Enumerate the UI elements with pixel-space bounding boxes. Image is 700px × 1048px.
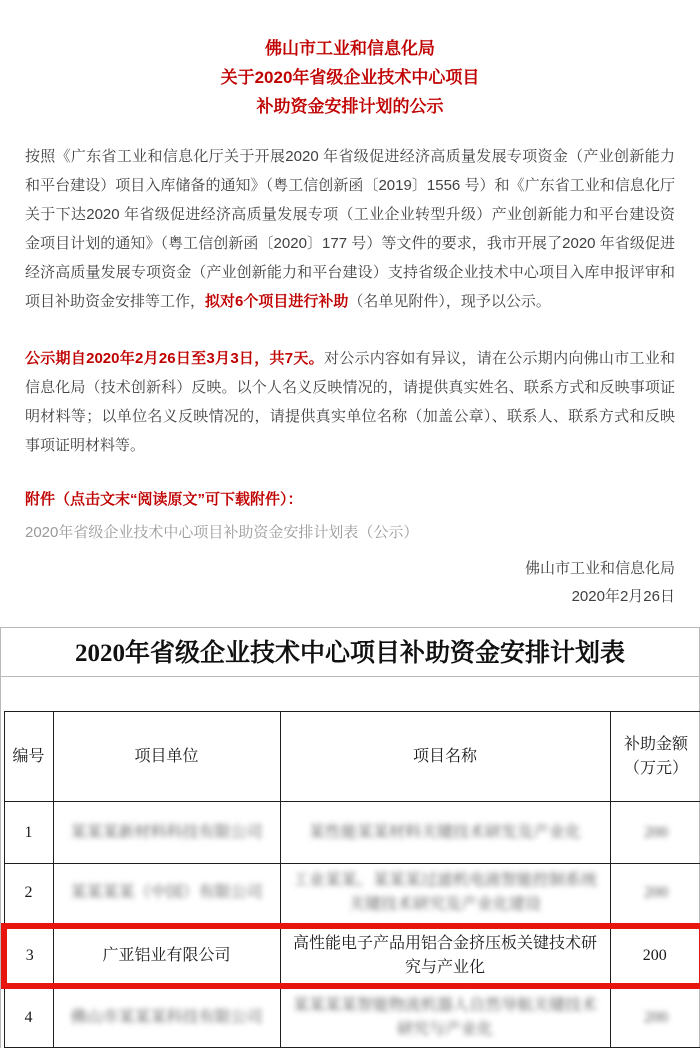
row-project-name-redacted	[280, 986, 610, 1048]
redacted-text: 某某某某智能物流机器人自然导航关键技术研究与产业化	[292, 996, 597, 1038]
row-project-unit-redacted	[53, 802, 280, 864]
table-row	[4, 864, 700, 926]
document-title-line-2: 关于2020年省级企业技术中心项目	[220, 68, 480, 87]
document-title	[25, 34, 675, 121]
paragraph-basis	[25, 142, 675, 316]
redacted-text: 200	[644, 823, 668, 841]
table-header-row	[4, 712, 700, 802]
table-row-highlighted	[4, 926, 700, 986]
row-amount-redacted	[610, 864, 700, 926]
redacted-text: 某某某某（中国）有限公司	[70, 884, 263, 902]
paragraph-basis-text: 按照《广东省工业和信息化厅关于开展2020 年省级促进经济高质量发展专项资金（产业创新能力和平台建设）项目入库储备的通知》（粤工信创新函〔2019〕1556 号）和《广东省工业和信息化厅关于下达2020 年省级促进经济高质量发展专项（工业企业转型升级）产业创新能力和平台建设资金项目计划的通知》（粤工信创新函〔2020〕177 号）等文件的要求，我市开展了2020 年省级促进经济高质量发展专项资金（产业创新能力和平台建设）支持省级企业技术中心项目入库申报评审和项目补助资金安排等工作，	[25, 148, 675, 310]
row-project-name: 高性能电子产品用铝合金挤压板关键技术研究与产业化	[280, 926, 610, 986]
redacted-text: 工业某某、某某某过滤机电液智能控制系统关键技术研究及产业化建设	[292, 872, 597, 914]
row-project-name-redacted	[280, 802, 610, 864]
attachment-file-name: 2020年省级企业技术中心项目补助资金安排计划表（公示）	[25, 524, 419, 541]
row-amount: 200	[610, 926, 700, 986]
header-project-unit: 项目单位	[53, 712, 280, 802]
header-subsidy-amount: 补助金额（万元）	[610, 712, 700, 802]
attachment-table-section	[0, 627, 700, 1048]
table-title-spacer	[1, 677, 699, 711]
row-number: 2	[4, 864, 53, 926]
document-title-line-3: 补助资金安排计划的公示	[256, 97, 444, 116]
row-number: 1	[4, 802, 53, 864]
redacted-text: 某某某新材料科技有限公司	[70, 823, 263, 841]
row-project-unit-redacted	[53, 986, 280, 1048]
header-project-name: 项目名称	[280, 712, 610, 802]
document-title-line-1: 佛山市工业和信息化局	[265, 39, 435, 58]
signature-organization: 佛山市工业和信息化局	[524, 560, 675, 577]
redacted-text: 200	[644, 1008, 668, 1026]
row-project-unit: 广亚铝业有限公司	[53, 926, 280, 986]
table-row	[4, 986, 700, 1048]
redacted-text: 200	[644, 884, 668, 902]
attachment-label: 附件（点击文末“阅读原文”可下载附件）：	[25, 491, 303, 508]
row-project-name-redacted	[280, 864, 610, 926]
paragraph-basis-tail: （名单见附件），现予以公示。	[348, 293, 551, 310]
row-amount-redacted	[610, 986, 700, 1048]
subsidy-plan-table	[1, 711, 700, 1048]
signature-date: 2020年2月26日	[571, 588, 675, 605]
paragraph-publicity-period	[25, 344, 675, 460]
table-title: 2020年省级企业技术中心项目补助资金安排计划表	[1, 628, 699, 677]
redacted-text: 某性能某某材料关键技术研发及产业化	[308, 823, 581, 841]
row-number: 4	[4, 986, 53, 1048]
signature-block	[25, 555, 675, 611]
redacted-text: 佛山市某某某科技有限公司	[70, 1008, 263, 1026]
row-number: 3	[4, 926, 53, 986]
row-amount-redacted	[610, 802, 700, 864]
table-row	[4, 802, 700, 864]
publicity-period-highlight: 公示期自2020年2月26日至3月3日，共7天。	[25, 350, 324, 367]
row-project-unit-redacted	[53, 864, 280, 926]
header-number: 编号	[4, 712, 53, 802]
paragraph-basis-highlight: 拟对6个项目进行补助	[205, 293, 349, 310]
publicity-period-text: 对公示内容如有异议，请在公示期内向佛山市工业和信息化局（技术创新科）反映。以个人名义反映情况的，请提供真实姓名、联系方式和反映事项证明材料等；以单位名义反映情况的，请提供真实单位名称（加盖公章）、联系人、联系方式和反映事项证明材料等。	[25, 350, 675, 454]
